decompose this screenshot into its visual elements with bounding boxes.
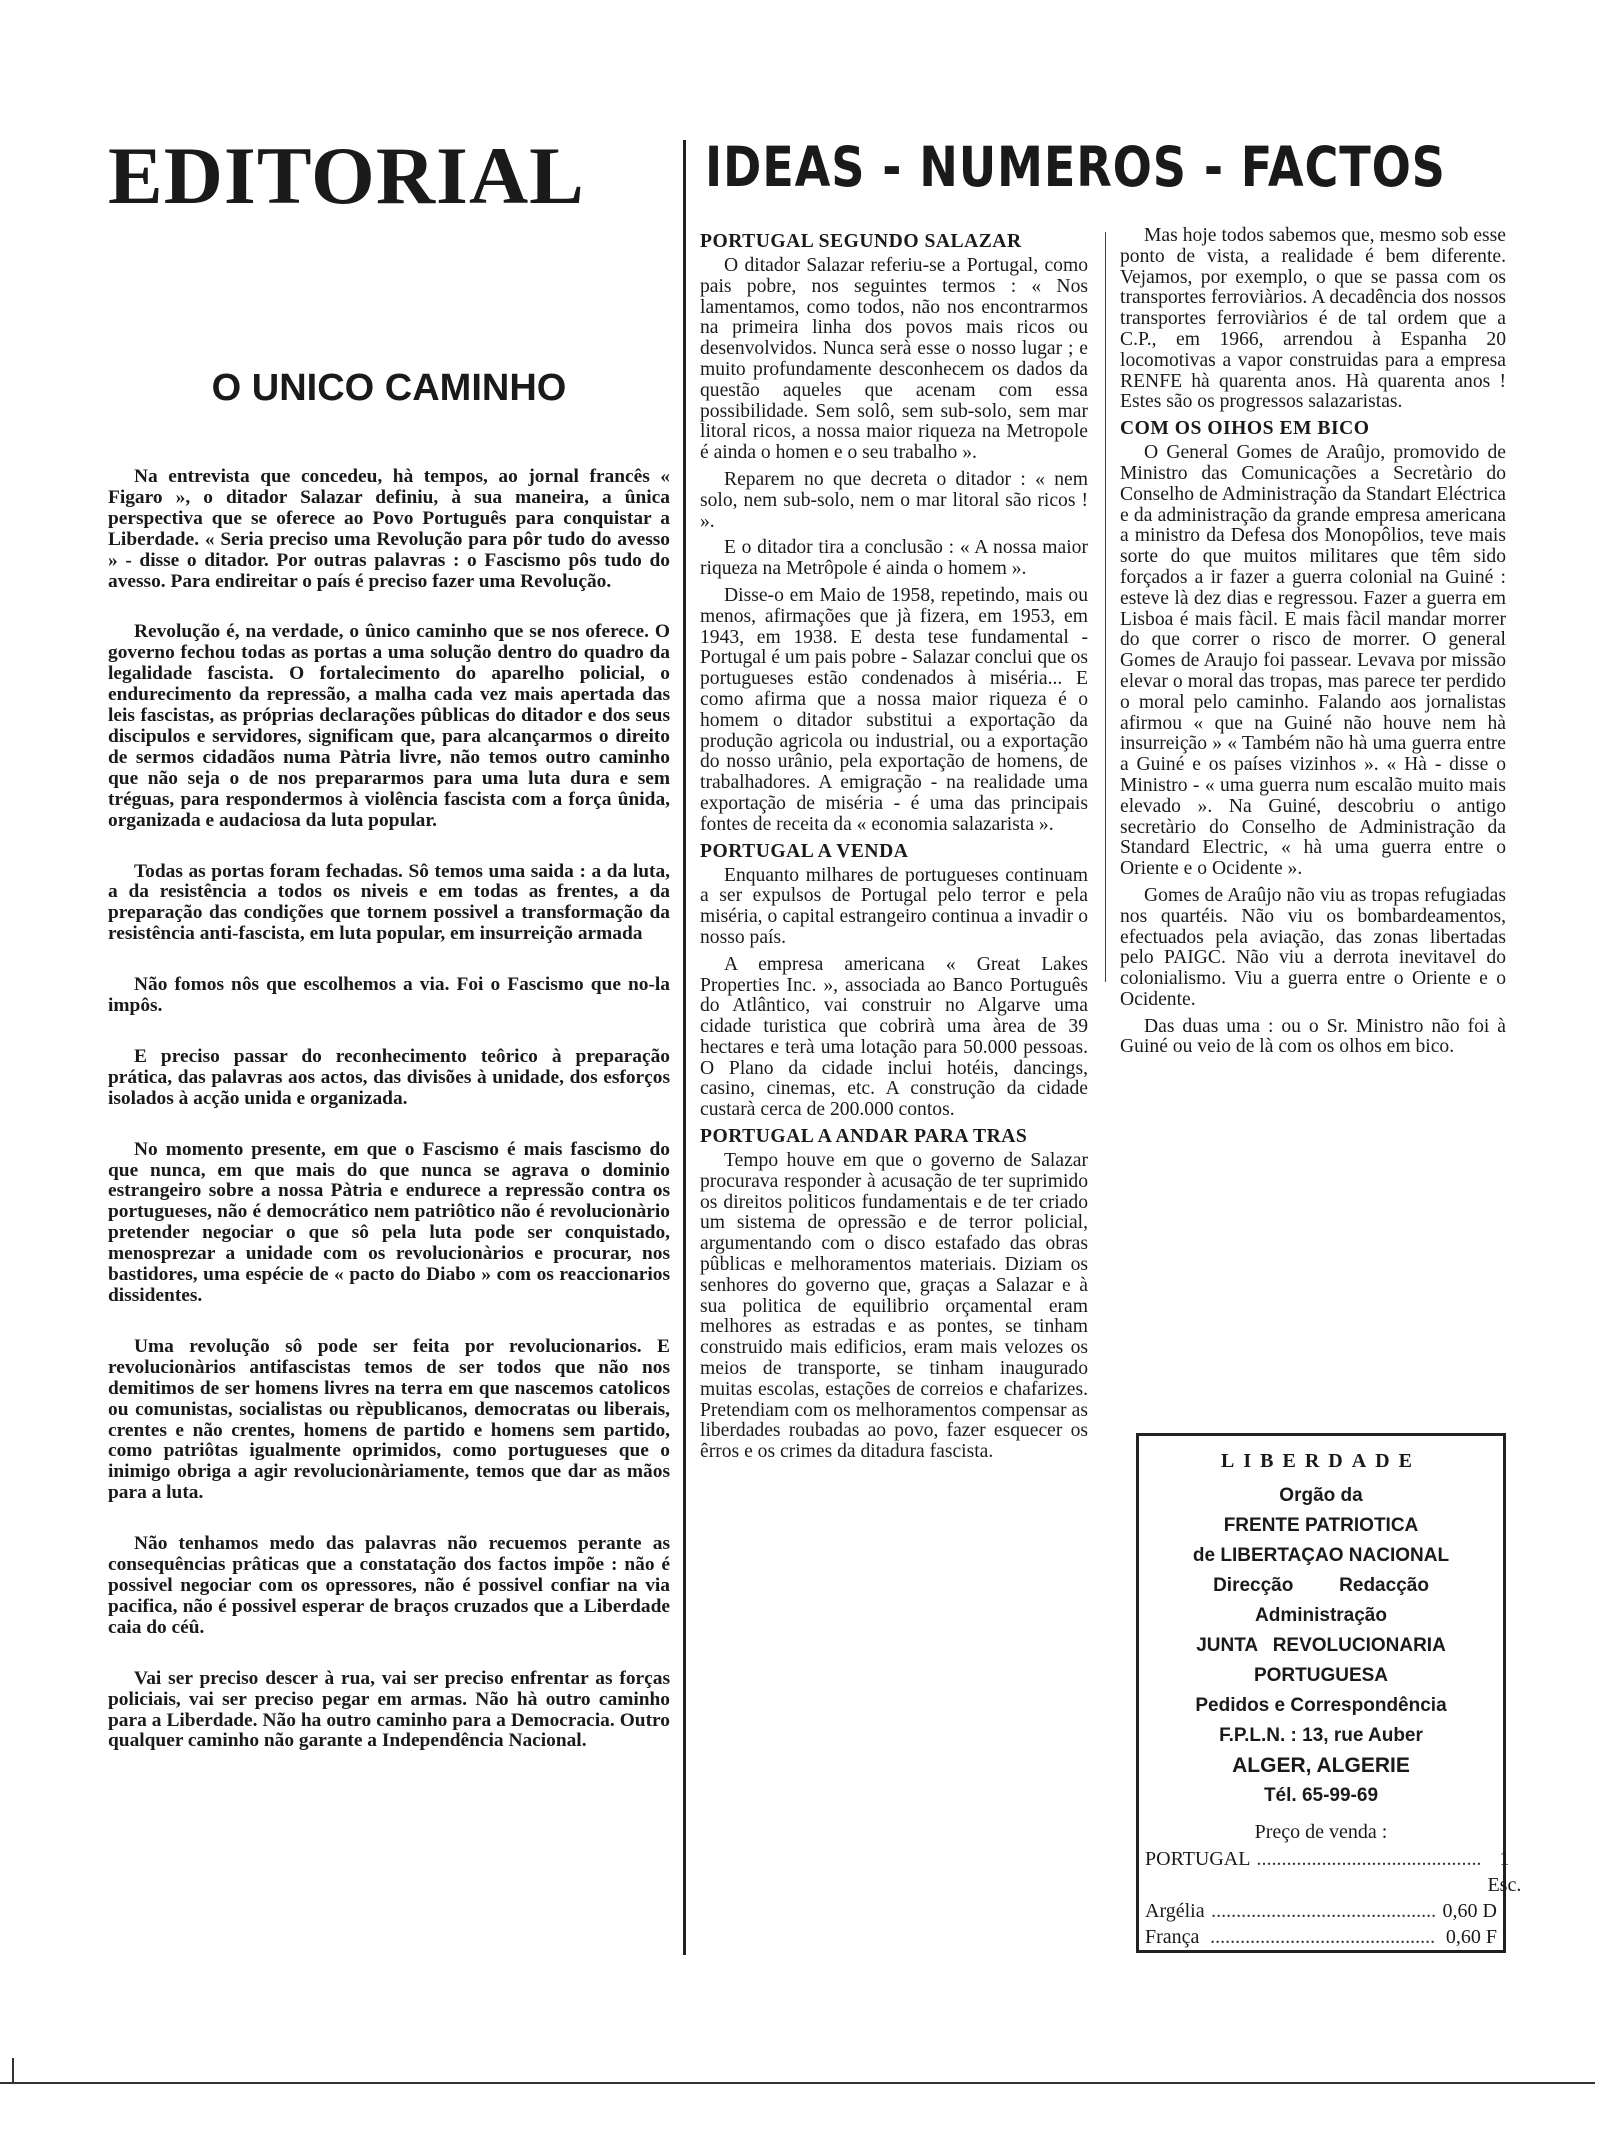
- article-title: PORTUGAL A VENDA: [700, 840, 909, 862]
- price-country: PORTUGAL: [1145, 1848, 1251, 1870]
- price-heading: Preço de venda :: [1254, 1821, 1388, 1843]
- editorial-paragraph: Vai ser preciso descer à rua, vai ser preciso enfrentar as forças policiais, vai ser preciso pegar em armas. Não hà outro caminho para a Liberdade. Não ha outro caminho para a Democracia. Outro qualquer caminho não garante a Independência Nacional.: [108, 1667, 670, 1752]
- price-country: Argélia: [1145, 1900, 1205, 1922]
- article-title: PORTUGAL SEGUNDO SALAZAR: [700, 231, 1022, 252]
- article-paragraph: Disse-o em Maio de 1958, repetindo, mais ou menos, afirmações que jà fizera, em 1953, em 1943, em 1938. E desta tese fundamental - Portugal é um pais pobre - Salazar conclui que os portugueses estão condenados à miséria... E como afirma que a nossa maior riqueza é o homem o ditador substitui a exportação da produção agricola ou industrial, ou a exportação do nosso urânio, pela exportação de homens, de trabalhadores. A emigração - na realidade uma exportação de miséria - é uma das principais fontes de receita da « economia salazarista ».: [700, 584, 1088, 835]
- article-paragraph: Reparem no que decreta o ditador : « nem solo, nem sub-solo, nem o mar litoral são ricos ! ».: [700, 468, 1088, 532]
- masthead-line: Orgão da: [1279, 1485, 1363, 1506]
- price-value: 0,60 D: [1442, 1900, 1497, 1922]
- masthead-box: [1136, 1433, 1522, 1953]
- right-column: [1120, 226, 1506, 1064]
- dot-leader: .............................................: [1211, 1900, 1437, 1922]
- article-portugal-a-venda: [700, 842, 1088, 1122]
- article-title: COM OS OIHOS EM BICO: [1120, 418, 1370, 440]
- article-com-os-olhos-em-bico: [1120, 419, 1506, 1058]
- price-value: 0,60 F: [1445, 1926, 1497, 1948]
- masthead-brand: LIBERDADE: [1221, 1450, 1421, 1472]
- editorial-heading: EDITORIAL: [108, 130, 585, 221]
- masthead-line: FRENTE PATRIOTICA: [1223, 1515, 1419, 1536]
- price-row: [1139, 1898, 1503, 1924]
- editorial-body: [108, 467, 670, 1752]
- article-portugal-a-andar-para-tras: [700, 1127, 1088, 1463]
- middle-column: [700, 230, 1088, 1469]
- editorial-paragraph: E preciso passar do reconhecimento teôrico à preparação prática, das palavras aos actos, das divisões à unidade, dos esforços isolados à acção unida e organizada.: [108, 1045, 670, 1109]
- editorial-paragraph: Não fomos nôs que escolhemos a via. Foi o Fascismo que no-la impôs.: [108, 974, 670, 1017]
- article-continuation: [1120, 226, 1506, 413]
- column-divider: [683, 140, 686, 1955]
- bottom-rule: [0, 2082, 1595, 2084]
- article-paragraph: O General Gomes de Araûjo, promovido de Ministro das Comunicações a Secretàrio do Conselho de Administração da Standart Eléctrica e da administração da grande empresa americana a ministro da Defesa dos Monopôlios, teve mais sorte do que muitos militares que têm sido forçados a ir fazer a guerra colonial na Guiné : esteve là dez dias e regressou. Fazer a guerra em Lisboa é mais fàcil. E mais fàcil mandar morrer do que correr o risco de morrer. O general Gomes de Araujo foi passear. Levava por missão elevar o moral das tropas, mas parece ter perdido o moral pelo caminho. Falando aos jornalistas afirmou « que na Guiné não houve nem hà insurreição » « Também não hà uma guerra entre a Guiné e os países vizinhos ». « Hà - disse o Ministro - « uma guerra num escalão muito mais elevado ». Na Guiné, descobriu o antigo secretàrio do Conselho de Administração da Standard Electric, « hà uma guerra entre o Oriente e o Ocidente ».: [1120, 442, 1506, 880]
- editorial-paragraph: Revolução é, na verdade, o ûnico caminho que se nos oferece. O governo fechou todas as portas a uma solução dentro do quadro da legalidade fascista. O fortalecimento do aparelho policial, o endurecimento da repressão, a malha cada vez mais apertada das leis fascistas, as próprias declarações pûblicas do ditador e dos seus discipulos e servidores, significam que, para alcançarmos o direito de sermos cidadãos numa Pàtria livre, não temos outro caminho que não seja o de nos prepararmos para uma luta dura e sem tréguas, para respondermos à violência fascista com a força ûnida, organizada e audaciosa da luta popular.: [108, 621, 670, 831]
- dot-leader: .............................................: [1256, 1848, 1482, 1870]
- dot-leader: .............................................: [1210, 1926, 1436, 1948]
- article-paragraph: Enquanto milhares de portugueses continuam a ser expulsos de Portugal pelo terror e pela miséria, o capital estrangeiro continua a invadir o nosso país.: [700, 864, 1088, 948]
- masthead-line: Pedidos e Correspondência: [1195, 1695, 1447, 1716]
- masthead-line: PORTUGUESA: [1253, 1665, 1389, 1686]
- article-paragraph: E o ditador tira a conclusão : « A nossa maior riqueza na Metrôpole é ainda o homem ».: [700, 537, 1088, 580]
- editorial-paragraph: Todas as portas foram fechadas. Sô temos uma saida : a da luta, a da resistência a todos os niveis e em todas as frentes, a da preparação das condições que tornem possivel a transformação da resistência anti-fascista, em luta popular, em insurreição armada: [108, 860, 670, 945]
- price-row: [1139, 1846, 1522, 1898]
- ideas-heading: IDEAS - NUMEROS - FACTOS: [705, 135, 1446, 199]
- article-paragraph: Das duas uma : ou o Sr. Ministro não foi à Guiné ou veio de là com os olhos em bico.: [1120, 1015, 1506, 1058]
- price-country: França: [1145, 1926, 1200, 1948]
- article-paragraph: Mas hoje todos sabemos que, mesmo sob esse ponto de vista, a realidade é bem diferente. Vejamos, por exemplo, o que se passa com os transportes ferroviàrios. A decadência dos nossos transportes ferroviàrios é de tal ordem que a C.P., em 1966, arrendou à Espanha 20 locomotivas a vapor construidas para a empresa RENFE hà quarenta anos. Hà quarenta anos ! Estes são os progressos salazaristas.: [1120, 225, 1506, 413]
- masthead-line: Tél. 65-99-69: [1263, 1785, 1379, 1806]
- masthead-line: F.P.L.N. : 13, rue Auber: [1219, 1725, 1423, 1746]
- editorial-subheading: O UNICO CAMINHO: [211, 367, 567, 409]
- masthead-line: Administração: [1255, 1605, 1387, 1626]
- article-paragraph: Gomes de Araûjo não viu as tropas refugiadas nos quartéis. Não viu os bombardeamentos, efectuados pela aviação, das zonas libertadas pelo PAIGC. Não viu a derrota inevitavel do colonialismo. Viu a guerra entre o Oriente e o Ocidente.: [1120, 884, 1506, 1010]
- article-paragraph: A empresa americana « Great Lakes Properties Inc. », associada ao Banco Português do Atlântico, vai construir no Algarve uma cidade turistica que cobrirà uma àrea de 39 hectares e terà uma lotação para 50.000 pessoas. O Plano da cidade inclui hotéis, dancings, casino, cinemas, etc. A construção da cidade custarà cerca de 200.000 contos.: [700, 953, 1088, 1121]
- editorial-paragraph: Uma revolução sô pode ser feita por revolucionarios. E revolucionàrios antifascistas temos de ser todos que não nos demitimos de ser homens livres na terra em que nascemos catolicos ou comunistas, socialistas ou rèpublicanos, democratas ou liberais, crentes e não crentes, homens de partido e homens sem partido, como patriôtas igualmente oprimidos, como portugueses que o inimigo obriga a agir revolucionàriamente, temos que dar as mãos para a luta.: [108, 1335, 670, 1504]
- article-portugal-segundo-salazar: [700, 232, 1088, 836]
- corner-mark: [12, 2058, 14, 2084]
- article-paragraph: Tempo houve em que o governo de Salazar procurava responder à acusação de ter suprimido os direitos politicos fundamentais e de ter criado um sistema de opressão e de terror policial, argumentando com o disco estafado das obras pûblicas e melhoramentos materiais. Diziam os senhores do governo que, graças a Salazar e à sua politica de equilibrio orçamental eram melhores as estradas e as pontes, se tinham construido mais edificios, eram mais velozes os meios de transporte, se tinham inaugurado muitas escolas, estações de correios e chafarizes. Pretendiam com os melhoramentos compensar as liberdades roubadas ao povo, fazer esquecer os êrros e os crimes da ditadura fascista.: [700, 1150, 1088, 1463]
- price-value: 1 Esc.: [1487, 1848, 1522, 1896]
- editorial-paragraph: No momento presente, em que o Fascismo é mais fascismo do que nunca, em que mais do que nunca se agrava o dominio estrangeiro sobre a nossa Pàtria e endurece a repressão contra os portugueses, não é democrático nem patriôtico não é revolucionàrio pretender negociar o que sô pela luta pode ser conquistado, menosprezar a unidade com os revolucionàrios e procurar, nos bastidores, uma espécie de « pacto do Diabo » com os reaccionarios dissidentes.: [108, 1138, 670, 1306]
- article-title: PORTUGAL A ANDAR PARA TRAS: [700, 1126, 1028, 1148]
- masthead-line: Direcção Redacção: [1213, 1575, 1429, 1596]
- price-row: [1139, 1924, 1503, 1950]
- editorial-paragraph: Não tenhamos medo das palavras não recuemos perante as consequências prâticas que a constatação dos factos impõe : não é possivel negociar com os opressores, não é possivel confiar na via pacifica, não é possivel esperar de braços cruzados que a Liberdade caia do céû.: [108, 1533, 670, 1638]
- column-divider: [1105, 232, 1106, 982]
- masthead-line: de LIBERTAÇAO NACIONAL: [1192, 1545, 1450, 1566]
- article-paragraph: O ditador Salazar referiu-se a Portugal, como pais pobre, nos seguintes termos : « Nos lamentamos, como todos, não nos encontrarmos na primeira linha dos povos mais ricos ou desenvolvidos. Nunca serà esse o nosso lugar ; e muito profundamente desconhecem os dados da questão aqueles que acenam com essa possibilidade. Sem solô, sem sub-solo, sem mar litoral ricos, a nossa maior riqueza na Metropole é ainda o homen e o seu trabalho ».: [700, 255, 1088, 464]
- masthead-line: JUNTA REVOLUCIONARIA: [1196, 1635, 1446, 1656]
- editorial-column: [108, 130, 670, 1782]
- masthead-line: ALGER, ALGERIE: [1232, 1754, 1410, 1777]
- editorial-paragraph: Na entrevista que concedeu, hà tempos, ao jornal francês « Figaro », o ditador Salazar definiu, à sua maneira, a ûnica perspectiva que se oferece ao Povo Português para conquistar a Liberdade. « Seria preciso uma Revolução para pôr tudo do avesso » - disse o ditador. Por outras palavras : o Fascismo pôs tudo do avesso. Para endireitar o país é preciso fazer uma Revolução.: [108, 466, 670, 592]
